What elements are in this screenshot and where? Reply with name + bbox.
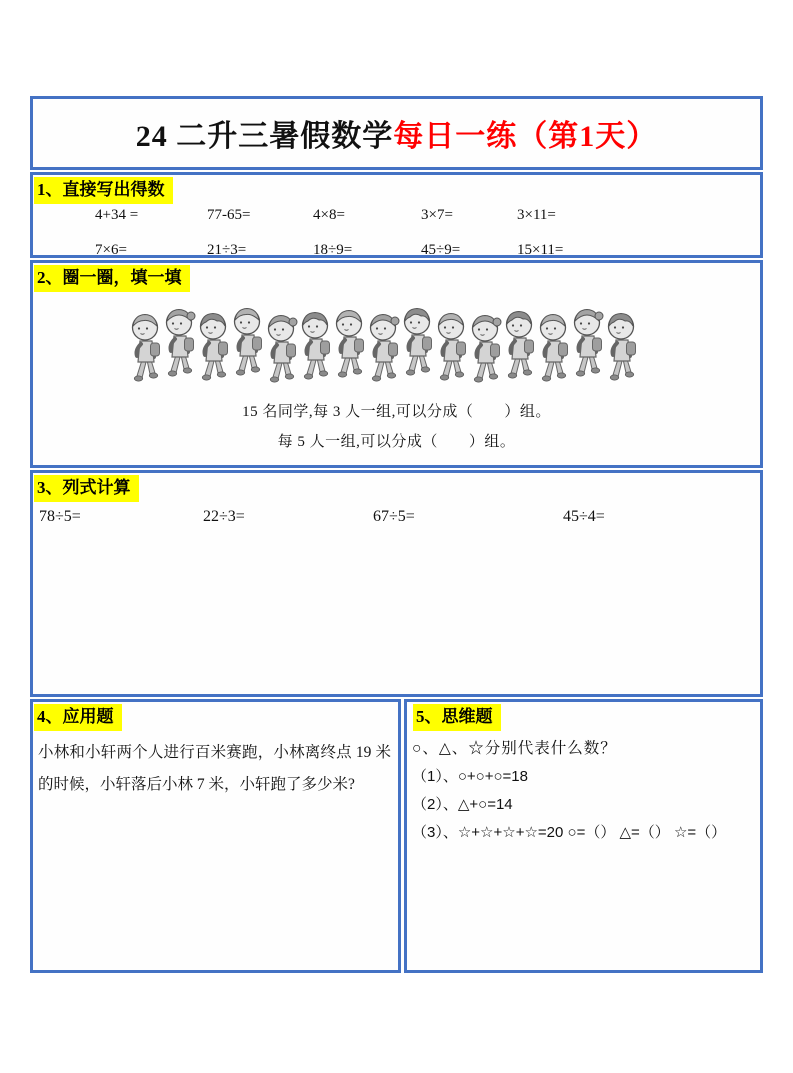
calc-problem: 4×8= — [313, 206, 345, 223]
student-figure — [401, 306, 435, 384]
section-column-calculation — [30, 470, 763, 697]
division-problem: 22÷3= — [203, 507, 245, 525]
student-figure — [605, 311, 639, 389]
calc-problem: 18÷9= — [313, 241, 353, 258]
section-direct-calculation — [30, 172, 763, 258]
student-figure — [571, 307, 605, 385]
student-figure — [503, 309, 537, 387]
section-3-heading: 3、列式计算 — [34, 475, 139, 502]
thinking-problem-intro: ○、△、☆分别代表什么数？ — [412, 739, 617, 757]
word-problem-text: 小林和小轩两个人进行百米赛跑，小林离终点 19 米的时候，小轩落后小林 7 米，小轩跑了多少米? — [38, 743, 391, 793]
fill-blank-line-1: 15 名同学,每 3 人一组,可以分成（ ）组。 — [242, 403, 551, 420]
section-thinking-problem — [404, 699, 763, 973]
student-figure — [265, 313, 299, 391]
student-figure — [129, 312, 163, 390]
page-title-red-part: 每日一练（第1天） — [393, 120, 658, 153]
calc-problem: 7×6= — [95, 241, 127, 258]
student-figure — [163, 307, 197, 385]
thinking-problem-item: （3）、☆+☆+☆+☆=20 ○=（） △=（） ☆=（） — [412, 823, 727, 841]
division-problems-row — [33, 508, 760, 526]
division-problem: 67÷5= — [373, 507, 415, 525]
thinking-problem-item: （2）、△+○=14 — [412, 795, 513, 813]
section-1-heading: 1、直接写出得数 — [34, 177, 173, 204]
calc-problem: 77-65= — [207, 206, 251, 223]
division-problem: 78÷5= — [39, 507, 81, 525]
page-title — [33, 99, 760, 167]
thinking-problem-item: （1）、○+○+○=18 — [412, 767, 528, 785]
calc-problem: 21÷3= — [207, 241, 247, 258]
student-figure — [231, 306, 265, 384]
student-figure — [367, 312, 401, 390]
title-box — [30, 96, 763, 170]
calc-problem: 3×11= — [517, 206, 556, 223]
division-problem: 45÷4= — [563, 507, 605, 525]
student-figure — [299, 310, 333, 388]
student-figure — [197, 311, 231, 389]
student-figure — [469, 313, 503, 391]
page-title-black-part: 24 二升三暑假数学 — [135, 120, 394, 153]
section-circle-and-fill — [30, 260, 763, 468]
calc-row-1 — [33, 207, 760, 224]
students-illustration — [129, 304, 760, 388]
section-2-heading: 2、圈一圈，填一填 — [34, 265, 190, 292]
section-5-heading: 5、思维题 — [413, 704, 501, 731]
student-figure — [537, 312, 571, 390]
student-figure — [333, 308, 367, 386]
fill-blank-line-2: 每 5 人一组,可以分成（ ）组。 — [277, 433, 516, 450]
calc-problem: 45÷9= — [421, 241, 461, 258]
section-4-heading: 4、应用题 — [34, 704, 122, 731]
section-word-problem — [30, 699, 401, 973]
student-figure — [435, 311, 469, 389]
calc-problem: 3×7= — [421, 206, 453, 223]
calc-row-2 — [33, 242, 760, 259]
calc-problem: 4+34 = — [95, 206, 139, 223]
calc-problem: 15×11= — [517, 241, 564, 258]
